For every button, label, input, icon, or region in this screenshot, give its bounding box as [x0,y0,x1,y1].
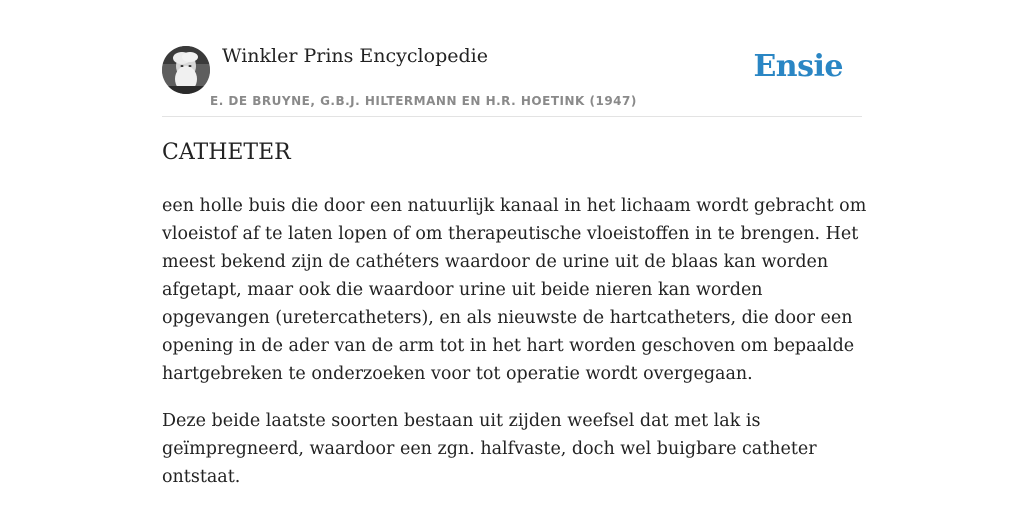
authors-byline: E. DE BRUYNE, G.B.J. HILTERMANN EN H.R. HOETINK (1947) [210,94,637,108]
brand-logo-link[interactable]: Ensie [753,49,843,84]
publication-title[interactable]: Winkler Prins Encyclopedie [222,45,488,67]
bearded-man-portrait-icon [162,46,210,94]
header [162,0,862,117]
article-title: CATHETER [162,140,291,165]
article-body [162,192,867,510]
author-avatar[interactable] [162,46,210,94]
article-paragraph: Deze beide laatste soorten bestaan uit zijden weefsel dat met lak is geïmpregneerd, waardoor een zgn. halfvaste, doch wel buigbare catheter ontstaat. [162,411,817,487]
page-container [162,0,867,487]
article-paragraph: een holle buis die door een natuurlijk kanaal in het lichaam wordt gebracht om vloeistof af te laten lopen of om therapeutische vloeistoffen in te brengen. Het meest bekend zijn de cathéters waardoor de urine uit de blaas kan worden afgetapt, maar ook die waardoor urine uit beide nieren kan worden opgevangen (uretercatheters), en als nieuwste de hartcatheters, die door een opening in de ader van de arm tot in het hart worden geschoven om bepaalde hartgebreken te onderzoeken voor tot operatie wordt overgegaan. [162,196,867,384]
